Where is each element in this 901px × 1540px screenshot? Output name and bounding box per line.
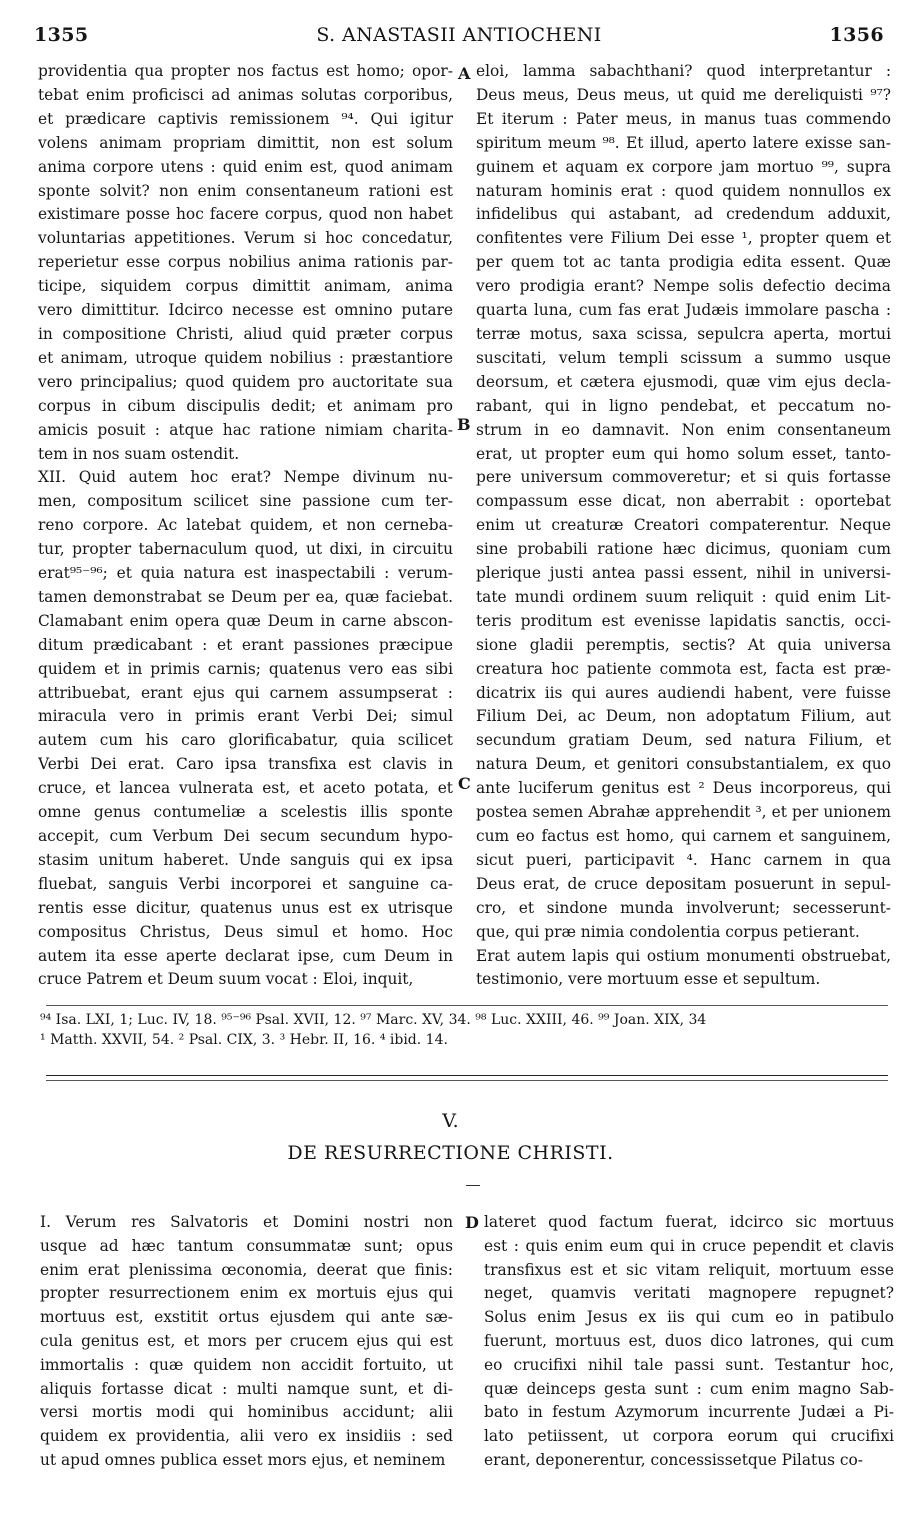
text-line: vero dimittitur. Idcirco necesse est omnino putare	[38, 301, 453, 320]
text-line: existimare posse hoc facere corpus, quod non habet	[38, 205, 453, 224]
text-line: amicis posuit : atque hac ratione nimiam charita-	[38, 420, 453, 439]
text-line: ditum prædicabant : et erant passiones præcipue	[38, 635, 453, 654]
text-line: strum in eo damnavit. Non enim consentaneum	[476, 420, 891, 439]
text-line: XII. Quid autem hoc erat? Nempe divinum nu-	[38, 468, 453, 487]
text-line: ante luciferum genitus est ² Deus incorporeus, qui	[476, 779, 891, 798]
text-line: sicut pueri, participavit ⁴. Hanc carnem in qua	[476, 850, 891, 869]
text-line: fluebat, sanguis Verbi incorporei et sanguine ca-	[38, 874, 453, 893]
margin-letter-d: D	[465, 1213, 479, 1232]
text-line: volens animam propriam dimittit, non est solum	[38, 133, 453, 152]
text-line: rabant, qui in ligno pendebat, et peccatum no-	[476, 396, 891, 415]
text-line: pere universum commoveretur; et si quis fortasse	[476, 468, 891, 487]
text-line: voluntarias appetitiones. Verum si hoc concedatur,	[38, 229, 453, 248]
text-line: reno corpore. Ac latebat quidem, et non cerneba-	[38, 516, 453, 535]
text-line: autem ita esse aperte declarat ipse, cum Deum in	[38, 946, 453, 965]
text-line: et animam, utroque quidem nobilius : præstantiore	[38, 348, 453, 367]
text-line: omne genus contumeliæ a scelestis illis sponte	[38, 803, 453, 822]
text-line: Filium Dei, ac Deum, non adoptatum Filium, aut	[476, 707, 891, 726]
text-line: Solus enim Jesus ex iis qui cum eo in patibulo	[484, 1308, 894, 1327]
text-line: men, compositum scilicet sine passione cum ter-	[38, 492, 453, 511]
text-line: rentis esse dicitur, quatenus unus est ex utrisque	[38, 898, 453, 917]
text-line: deorsum, et cætera ejusmodi, quæ vim ejus decla-	[476, 372, 891, 391]
margin-letter-c: C	[458, 774, 471, 793]
text-line: cro, et sindone munda involverunt; secesserunt-	[476, 898, 891, 917]
text-line: versi mortis modi qui hominibus accidunt; alii	[40, 1403, 453, 1422]
text-line: postea semen Abrahæ apprehendit ³, et per unionem	[476, 803, 891, 822]
text-line: Et iterum : Pater meus, in manus tuas commendo	[476, 109, 891, 128]
text-line: spiritum meum ⁹⁸. Et illud, aperto latere exisse san-	[476, 133, 891, 152]
text-line: eo crucifixi nihil tale passi sunt. Testantur hoc,	[484, 1355, 894, 1374]
text-line: ticipe, siquidem corpus dimittit animam, anima	[38, 277, 453, 296]
text-line: creatura hoc patiente commota est, facta est præ-	[476, 659, 891, 678]
column-top-left	[38, 60, 453, 992]
text-line: corpus in cibum discipulis dedit; et animam pro	[38, 396, 453, 415]
page-number-right: 1356	[829, 24, 884, 46]
text-line: tate mundi ordinem suum reliquit : quid enim Lit-	[476, 587, 891, 606]
text-line: providentia qua propter nos factus est homo; opor-	[38, 62, 453, 80]
text-line: cula genitus est, et mors per crucem ejus qui est	[40, 1331, 453, 1350]
page-number-left: 1355	[34, 24, 89, 46]
text-line: terræ motus, saxa scissa, sepulcra aperta, mortui	[476, 324, 891, 343]
text-line: per quem tot ac tanta prodigia edita essent. Quæ	[476, 253, 891, 272]
text-line: que, qui præ nimia condolentia corpus petierant.	[476, 922, 860, 941]
text-line: Verbi Dei erat. Caro ipsa transfixa est clavis in	[38, 755, 453, 774]
text-line: est : quis enim eum qui in cruce pependit et clavis	[484, 1236, 894, 1255]
text-line: et prædicare captivis remissionem ⁹⁴. Qui igitur	[38, 109, 453, 128]
text-line: sponte solvit? non enim consentaneum rationi est	[38, 181, 453, 200]
column-top-right	[476, 60, 891, 992]
text-line: I. Verum res Salvatoris et Domini nostri non	[40, 1213, 453, 1231]
section-number: V.	[442, 1110, 459, 1132]
text-line: Clamabant enim opera quæ Deum in carne abscon-	[38, 611, 453, 630]
section-title: DE RESURRECTIONE CHRISTI.	[287, 1142, 614, 1164]
text-line: erat, ut propter eum qui homo solum esset, tanto-	[476, 444, 891, 463]
text-line: sine probabili ratione hæc dicimus, quoniam cum	[476, 540, 891, 559]
text-line: Deus erat, de cruce depositam posuerunt in sepul-	[476, 874, 891, 893]
text-line: quidem et in primis carnis; quatenus vero eas sibi	[38, 659, 453, 678]
text-line: naturam hominis erat : quod quidem nonnullos ex	[476, 181, 891, 200]
text-line: tamen demonstrabat se Deum per ea, quæ faciebat.	[38, 587, 453, 606]
footnote-line-1: ⁹⁴ Isa. LXI, 1; Luc. IV, 18. ⁹⁵⁻⁹⁶ Psal. XVII, 12. ⁹⁷ Marc. XV, 34. ⁹⁸ Luc. XXIII, 46. ⁹⁹ Joan. XIX, 34	[40, 1012, 707, 1028]
text-line: reperietur esse corpus nobilius anima rationis par-	[38, 253, 453, 272]
text-line: miracula vero in primis erant Verbi Dei; simul	[38, 707, 453, 726]
text-line: lateret quod factum fuerat, idcirco sic mortuus	[484, 1213, 894, 1231]
text-line: confitentes vere Filium Dei esse ¹, propter quem et	[476, 229, 891, 248]
text-line: enim erat plenissima œconomia, deerat que finis:	[40, 1260, 453, 1279]
text-line: infidelibus qui astabant, ad credendum adduxit,	[476, 205, 891, 224]
running-title: S. ANASTASII ANTIOCHENI	[316, 24, 602, 46]
footnote-line-2: ¹ Matth. XXVII, 54. ² Psal. CIX, 3. ³ Hebr. II, 16. ⁴ ibid. 14.	[40, 1032, 448, 1048]
text-line: quæ deinceps gesta sunt : cum enim magno Sab-	[484, 1379, 894, 1398]
text-line: usque ad hæc tantum consummatæ sunt; opus	[40, 1236, 453, 1255]
column-bottom-left	[40, 1211, 453, 1473]
text-line: ut apud omnes publica esset mors ejus, et neminem	[40, 1450, 446, 1469]
text-line: tur, propter tabernaculum quod, ut dixi, in circuitu	[38, 540, 453, 559]
text-line: enim ut creaturæ Creatori compaterentur. Neque	[476, 516, 891, 535]
section-rule-top	[46, 1075, 888, 1076]
footnote-rule	[46, 1005, 888, 1006]
text-line: cum eo factus est homo, qui carnem et sanguinem,	[476, 827, 891, 845]
column-bottom-right	[484, 1211, 894, 1473]
text-line: teris proditum est evenisse lapidatis sanctis, occi-	[476, 611, 891, 630]
text-line: quarta luna, cum fas erat Judæis immolare pascha :	[476, 301, 891, 320]
text-line: in compositione Christi, aliud quid præter corpus	[38, 324, 453, 343]
text-line: Erat autem lapis qui ostium monumenti obstruebat,	[476, 946, 891, 965]
text-line: bato in festum Azymorum incurrente Judæi a Pi-	[484, 1403, 894, 1422]
text-line: compositus Christus, Deus simul et homo. Hoc	[38, 922, 453, 941]
text-line: testimonio, vere mortuum esse et sepultum.	[476, 970, 821, 989]
text-line: dicatrix iis qui aures audiendi habent, vere fuisse	[476, 683, 891, 702]
text-line: transfixus est et sic vitam reliquit, mortuum esse	[484, 1260, 894, 1279]
text-line: secundum gratiam Deum, sed natura Filium, et	[476, 731, 891, 750]
text-line: stasim unitum haberet. Unde sanguis qui ex ipsa	[38, 850, 453, 869]
text-line: tebat enim proficisci ad animas solutas corporibus,	[38, 85, 453, 104]
text-line: immortalis : quæ quidem non accidit fortuito, ut	[40, 1355, 453, 1374]
text-line: lato petiissent, ut corpora eorum qui crucifixi	[484, 1427, 894, 1446]
text-line: fuerunt, mortuus est, duos dico latrones, qui cum	[484, 1331, 894, 1350]
text-line: erant, deponerentur, concessissetque Pilatus co-	[484, 1450, 863, 1469]
text-line: sione gladii peremptis, sectis? At quia universa	[476, 635, 891, 654]
text-line: anima corpore utens : quid enim est, quod animam	[38, 157, 453, 176]
text-line: attribuebat, erant ejus qui carnem assumpserat :	[38, 683, 453, 702]
text-line: vero prodigia erant? Nempe solis defectio decima	[476, 277, 891, 296]
margin-letter-b: B	[457, 415, 471, 434]
page-header	[34, 24, 884, 54]
text-line: quidem ex providentia, alii vero ex insidiis : sed	[40, 1427, 453, 1446]
text-line: tem in nos suam ostendit.	[38, 444, 240, 463]
text-line: cruce Patrem et Deum suum vocat : Eloi, inquit,	[38, 970, 414, 989]
text-line: suscitati, velum templi scissum a summo usque	[476, 348, 891, 367]
text-line: aliquis fortasse dicat : multi namque sunt, et di-	[40, 1379, 453, 1398]
text-line: guinem et aquam ex corpore jam mortuo ⁹⁹, supra	[476, 157, 891, 176]
text-line: propter resurrectionem enim ex mortuis ejus qui	[40, 1284, 453, 1303]
text-line: cruce, et lancea vulnerata est, et aceto potata, et	[38, 779, 453, 798]
text-line: Deus meus, Deus meus, ut quid me dereliquisti ⁹⁷?	[476, 85, 891, 104]
text-line: eloi, lamma sabachthani? quod interpretantur :	[476, 62, 891, 80]
title-dash	[466, 1185, 480, 1186]
text-line: natura Deum, et genitori consubstantialem, ex quo	[476, 755, 891, 774]
text-line: autem cum his caro glorificabatur, quia scilicet	[38, 731, 453, 750]
text-line: accepit, cum Verbum Dei secum secundum hypo-	[38, 827, 453, 845]
text-line: erat⁹⁵⁻⁹⁶; et quia natura est inaspectabili : verum-	[38, 564, 453, 583]
margin-letter-a: A	[458, 64, 471, 83]
text-line: vero principalius; quod quidem pro auctoritate sua	[38, 372, 453, 391]
text-line: neget, quamvis veritati magnopere repugnet?	[484, 1284, 894, 1303]
section-rule-bottom	[46, 1080, 888, 1081]
text-line: mortuus est, exstitit ortus ejusdem qui ante sæ-	[40, 1308, 453, 1327]
text-line: compassum esse dicat, non aberrabit : oportebat	[476, 492, 891, 511]
text-line: plerique justi antea passi essent, nihil in universi-	[476, 564, 891, 583]
